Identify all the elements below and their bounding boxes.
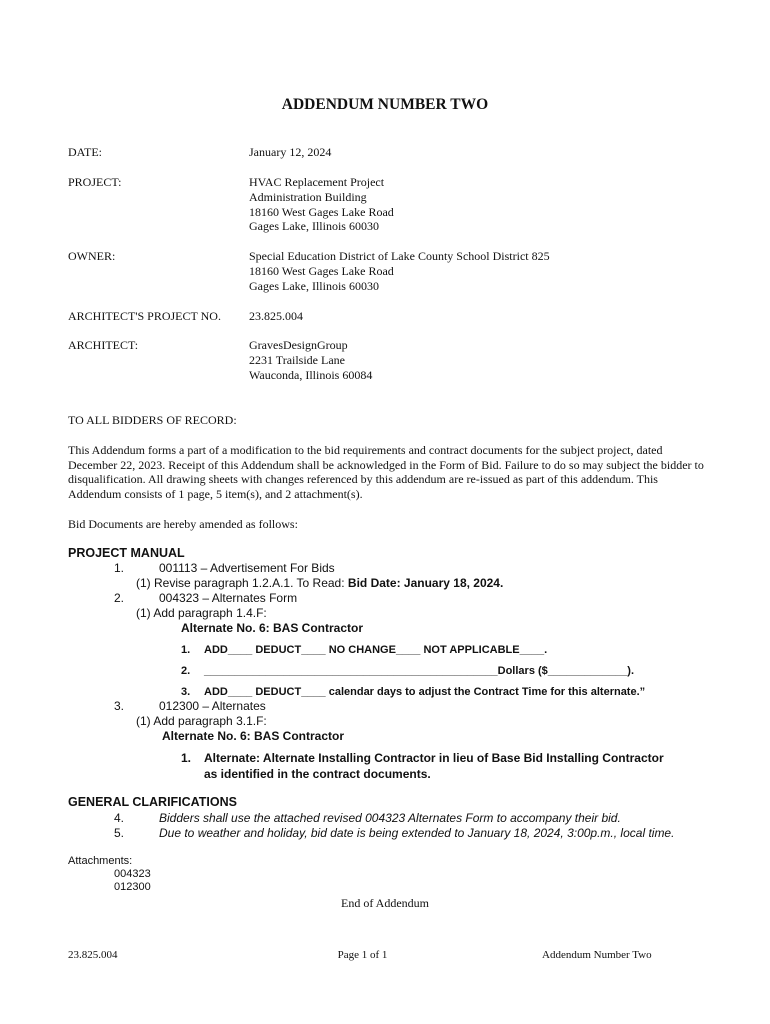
owner-line: Gages Lake, Illinois 60030 [249,278,379,293]
item-sub: (1) Add paragraph 1.4.F: [136,606,267,620]
attachment-item: 012300 [114,881,151,893]
amended-line: Bid Documents are hereby amended as follows: [68,517,298,531]
project-line: Administration Building [249,189,367,204]
project-line: 18160 West Gages Lake Road [249,204,394,219]
project-address [249,175,394,234]
alternate-title: Alternate No. 6: BAS Contractor [181,621,364,635]
project-label: PROJECT: [68,175,122,189]
footer-document-title: Addendum Number Two [542,949,652,961]
end-of-addendum: End of Addendum [341,896,429,910]
item-number: 4. [114,811,125,825]
arch-project-value: 23.825.004 [249,309,303,323]
date-label: DATE: [68,145,102,159]
alternate-title: Alternate No. 6: BAS Contractor [162,729,345,743]
arch-project-label: ARCHITECT'S PROJECT NO. [68,309,221,323]
architect-line: GravesDesignGroup [249,338,348,352]
project-line: HVAC Replacement Project [249,175,385,189]
item-sub [136,576,503,590]
form-line-text: ADD____ DEDUCT____ NO CHANGE____ NOT APPLICABLE____. [204,644,548,656]
footer-page-number: Page 1 of 1 [337,949,388,961]
form-line-text: ________________________________________________Dollars ($_____________). [204,665,635,677]
item-sub: (1) Add paragraph 3.1.F: [136,714,267,728]
owner-line: 18160 West Gages Lake Road [249,263,394,278]
item-number: 1. [114,561,125,575]
project-manual-heading: PROJECT MANUAL [68,546,185,560]
item-sub-text: (1) Revise paragraph 1.2.A.1. To Read: [136,576,348,590]
owner-line: Special Education District of Lake County School District 825 [249,249,550,263]
item-text: 001113 – Advertisement For Bids [159,561,335,575]
item-text: 004323 – Alternates Form [159,591,298,605]
alternate-line-number: 1. [181,751,192,765]
alternate-line-text-cont: as identified in the contract documents. [204,767,431,781]
form-line-text: ADD____ DEDUCT____ calendar days to adjust the Contract Time for this alternate.” [204,686,646,698]
page-title: ADDENDUM NUMBER TWO [281,96,489,113]
item-sub-bold: Bid Date: January 18, 2024. [347,576,504,590]
item-number: 3. [114,699,125,713]
date-value: January 12, 2024 [249,145,332,159]
attachment-item: 004323 [114,868,151,880]
form-line-number: 3. [181,686,191,698]
project-line: Gages Lake, Illinois 60030 [249,219,379,234]
attachments-label: Attachments: [68,855,133,867]
clarification-text: Bidders shall use the attached revised 004323 Alternates Form to accompany their bid. [159,811,621,825]
architect-address [249,338,372,382]
footer-project-number: 23.825.004 [68,949,118,961]
intro-paragraph: This Addendum forms a part of a modification to the bid requirements and contract documents for the subject project, dated December 22, 2023. Receipt of this Addendum shall be acknowledged in the Form of Bid. Failure to do so may subject the bidder to disqualification. All drawing sheets with changes referenced by this addendum are re-issued as part of this addendum. This Addendum consists of 1 page, 5 item(s), and 2 attachment(s). [68,443,704,501]
alternate-line-text: Alternate: Alternate Installing Contractor in lieu of Base Bid Installing Contractor [204,751,664,765]
architect-line: 2231 Trailside Lane [249,352,345,367]
general-clarifications-heading: GENERAL CLARIFICATIONS [68,795,237,809]
item-number: 5. [114,826,125,840]
form-line-number: 1. [181,644,191,656]
architect-line: Wauconda, Illinois 60084 [249,367,373,382]
owner-label: OWNER: [68,249,116,263]
clarification-text: Due to weather and holiday, bid date is being extended to January 18, 2024, 3:00p.m., local time. [159,826,675,840]
architect-label: ARCHITECT: [68,338,139,352]
owner-address [249,249,550,293]
item-number: 2. [114,591,125,605]
item-text: 012300 – Alternates [159,699,266,713]
form-line-number: 2. [181,665,191,677]
to-bidders-heading: TO ALL BIDDERS OF RECORD: [68,413,237,427]
